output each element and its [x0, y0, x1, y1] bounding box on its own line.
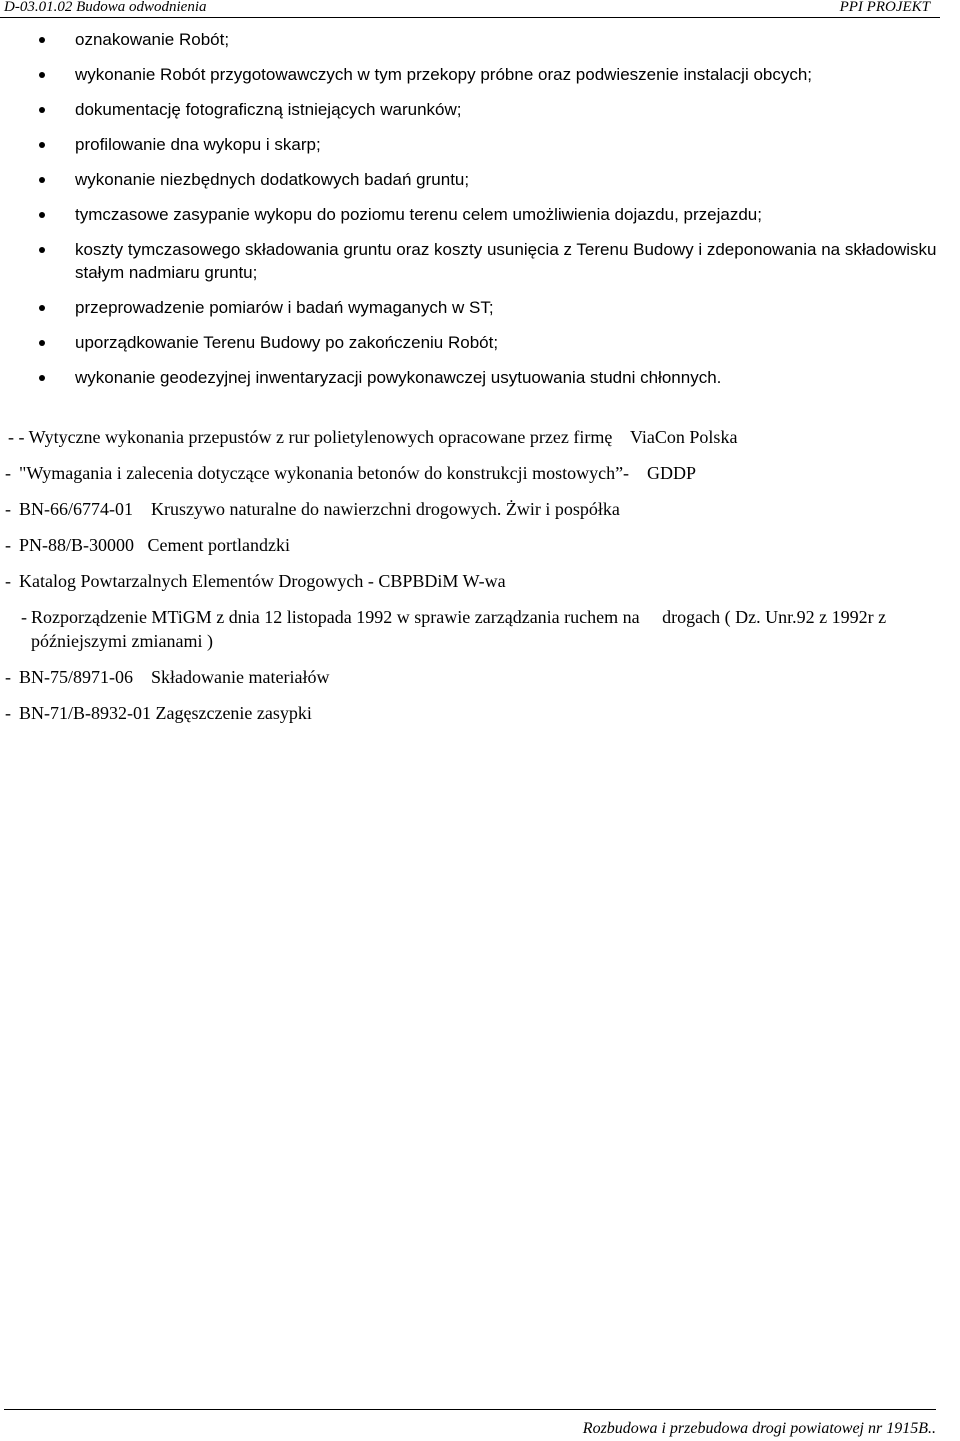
bullet-icon: [39, 37, 45, 43]
list-item-text: uporządkowanie Terenu Budowy po zakończeniu Robót;: [75, 333, 499, 352]
reference-item: [0, 701, 940, 725]
list-item-text: wykonanie Robót przygotowawczych w tym przekopy próbne oraz podwieszenie instalacji obcych;: [75, 65, 813, 84]
dash-marker: -: [5, 703, 11, 723]
scope-bullet-list: [0, 28, 940, 401]
list-item: [0, 366, 940, 389]
reference-item: [0, 605, 940, 653]
dash-marker: -: [5, 499, 11, 519]
reference-item: [0, 497, 940, 521]
reference-text: BN-75/8971-06 Składowanie materiałów: [19, 667, 330, 687]
reference-item: [0, 533, 940, 557]
dash-marker: -: [5, 667, 11, 687]
list-item-text: koszty tymczasowego składowania gruntu oraz koszty usunięcia z Terenu Budowy i zdeponowania na składowisku stałym nadmiaru gruntu;: [75, 240, 937, 282]
footer-project-title: Rozbudowa i przebudowa drogi powiatowej nr 1915B..: [582, 1420, 936, 1437]
bullet-icon: [39, 107, 45, 113]
list-item: [0, 238, 940, 284]
reference-text: PN-88/B-30000 Cement portlandzki: [19, 535, 290, 555]
list-item: [0, 63, 940, 86]
list-item-text: przeprowadzenie pomiarów i badań wymaganych w ST;: [75, 298, 494, 317]
list-item-text: dokumentację fotograficzną istniejących warunków;: [75, 100, 462, 119]
reference-item: [0, 569, 940, 593]
page-footer: [4, 1409, 936, 1438]
bullet-icon: [39, 72, 45, 78]
bullet-icon: [39, 305, 45, 311]
reference-text: "Wymagania i zalecenia dotyczące wykonania betonów do konstrukcji mostowych”- GDDP: [19, 463, 697, 483]
reference-item: [0, 425, 940, 449]
bullet-icon: [39, 375, 45, 381]
dash-marker: -: [5, 535, 11, 555]
dash-marker: -: [5, 463, 11, 483]
bullet-icon: [39, 142, 45, 148]
list-item-text: tymczasowe zasypanie wykopu do poziomu terenu celem umożliwienia dojazdu, przejazdu;: [75, 205, 762, 224]
list-item: [0, 28, 940, 51]
dash-marker: -: [5, 571, 11, 591]
list-item: [0, 331, 940, 354]
page-header: [0, 0, 940, 18]
references-list: [0, 425, 940, 737]
list-item: [0, 296, 940, 319]
list-item-text: wykonanie geodezyjnej inwentaryzacji powykonawczej usytuowania studni chłonnych.: [75, 368, 722, 387]
reference-item: [0, 665, 940, 689]
bullet-icon: [39, 247, 45, 253]
bullet-icon: [39, 177, 45, 183]
list-item: [0, 98, 940, 121]
list-item-text: profilowanie dna wykopu i skarp;: [75, 135, 321, 154]
list-item: [0, 168, 940, 191]
dash-marker: -: [21, 607, 27, 627]
list-item: [0, 203, 940, 226]
list-item-text: oznakowanie Robót;: [75, 30, 230, 49]
reference-text: BN-66/6774-01 Kruszywo naturalne do nawierzchni drogowych. Żwir i pospółka: [19, 499, 620, 519]
header-company: PPI PROJEKT: [839, 0, 930, 15]
bullet-icon: [39, 212, 45, 218]
reference-text: Katalog Powtarzalnych Elementów Drogowych - CBPBDiM W-wa: [19, 571, 506, 591]
reference-text: Rozporządzenie MTiGM z dnia 12 listopada 1992 w sprawie zarządzania ruchem na drogach ( Dz. Unr.92 z 1992r z późniejszymi zmianami ): [31, 607, 891, 651]
header-document-code: D-03.01.02 Budowa odwodnienia: [4, 0, 207, 15]
list-item-text: wykonanie niezbędnych dodatkowych badań gruntu;: [75, 170, 470, 189]
reference-item: [0, 461, 940, 485]
reference-text: - - Wytyczne wykonania przepustów z rur polietylenowych opracowane przez firmę ViaCon Polska: [8, 427, 738, 447]
bullet-icon: [39, 340, 45, 346]
list-item: [0, 133, 940, 156]
reference-text: BN-71/B-8932-01 Zagęszczenie zasypki: [19, 703, 312, 723]
